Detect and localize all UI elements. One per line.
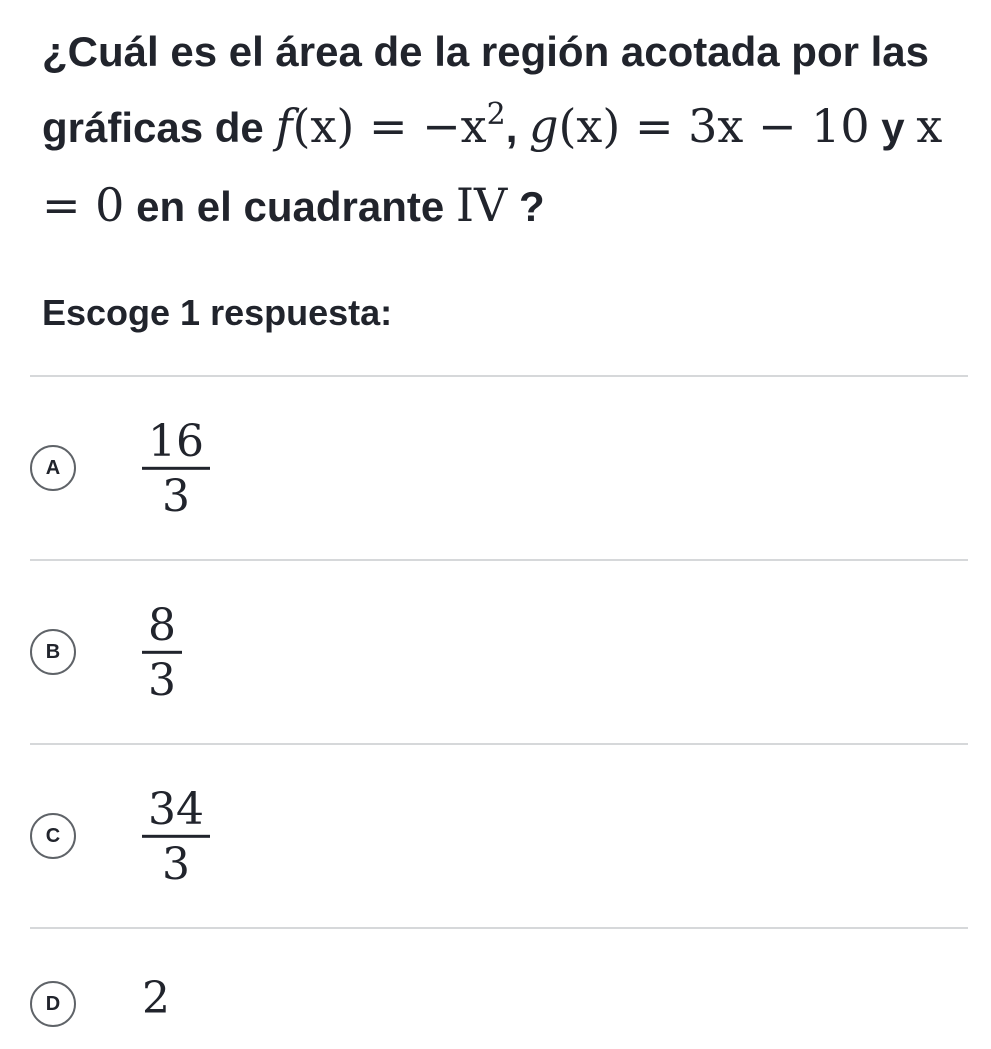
line-x-equals-zero: x = 0: [42, 99, 943, 232]
answer-prompt: Escoge 1 respuesta:: [42, 292, 393, 333]
choice-d[interactable]: [30, 929, 968, 1049]
f-expression: (x) = −x: [292, 99, 487, 154]
fraction-b: [142, 599, 182, 706]
g-label: g: [529, 99, 559, 154]
answer-c: [142, 784, 210, 888]
answer-d: 2: [142, 973, 170, 1024]
question-end: ?: [507, 182, 545, 230]
function-g: [529, 99, 870, 153]
function-f: [275, 99, 505, 153]
denominator-c: 3: [162, 839, 190, 890]
radio-d[interactable]: D: [30, 981, 76, 1027]
question-intro: ¿Cuál es el área de la región acotada por las gráficas de: [42, 28, 930, 152]
numerator-a: 16: [142, 419, 210, 470]
choice-c[interactable]: [30, 745, 968, 929]
answer-b: [142, 600, 182, 704]
fraction-c: [142, 783, 210, 890]
denominator-b: 3: [148, 655, 176, 706]
answer-a: [142, 416, 210, 520]
question-mid: en el cuadrante: [124, 182, 456, 230]
choice-a[interactable]: [30, 377, 968, 561]
choice-list: [30, 375, 968, 1049]
f-exponent: 2: [486, 97, 506, 133]
comma: ,: [505, 104, 530, 152]
radio-c[interactable]: C: [30, 813, 76, 859]
question-text: [42, 16, 962, 244]
g-expression: (x) = 3x − 10: [558, 99, 870, 154]
radio-a[interactable]: A: [30, 445, 76, 491]
numerator-c: 34: [142, 787, 210, 838]
f-label: f: [275, 99, 293, 154]
numerator-b: 8: [142, 603, 182, 654]
quadrant-label: IV: [455, 177, 508, 232]
denominator-a: 3: [162, 471, 190, 522]
conjunction: y: [869, 104, 917, 152]
choice-b[interactable]: [30, 561, 968, 745]
fraction-a: [142, 415, 210, 522]
radio-b[interactable]: B: [30, 629, 76, 675]
